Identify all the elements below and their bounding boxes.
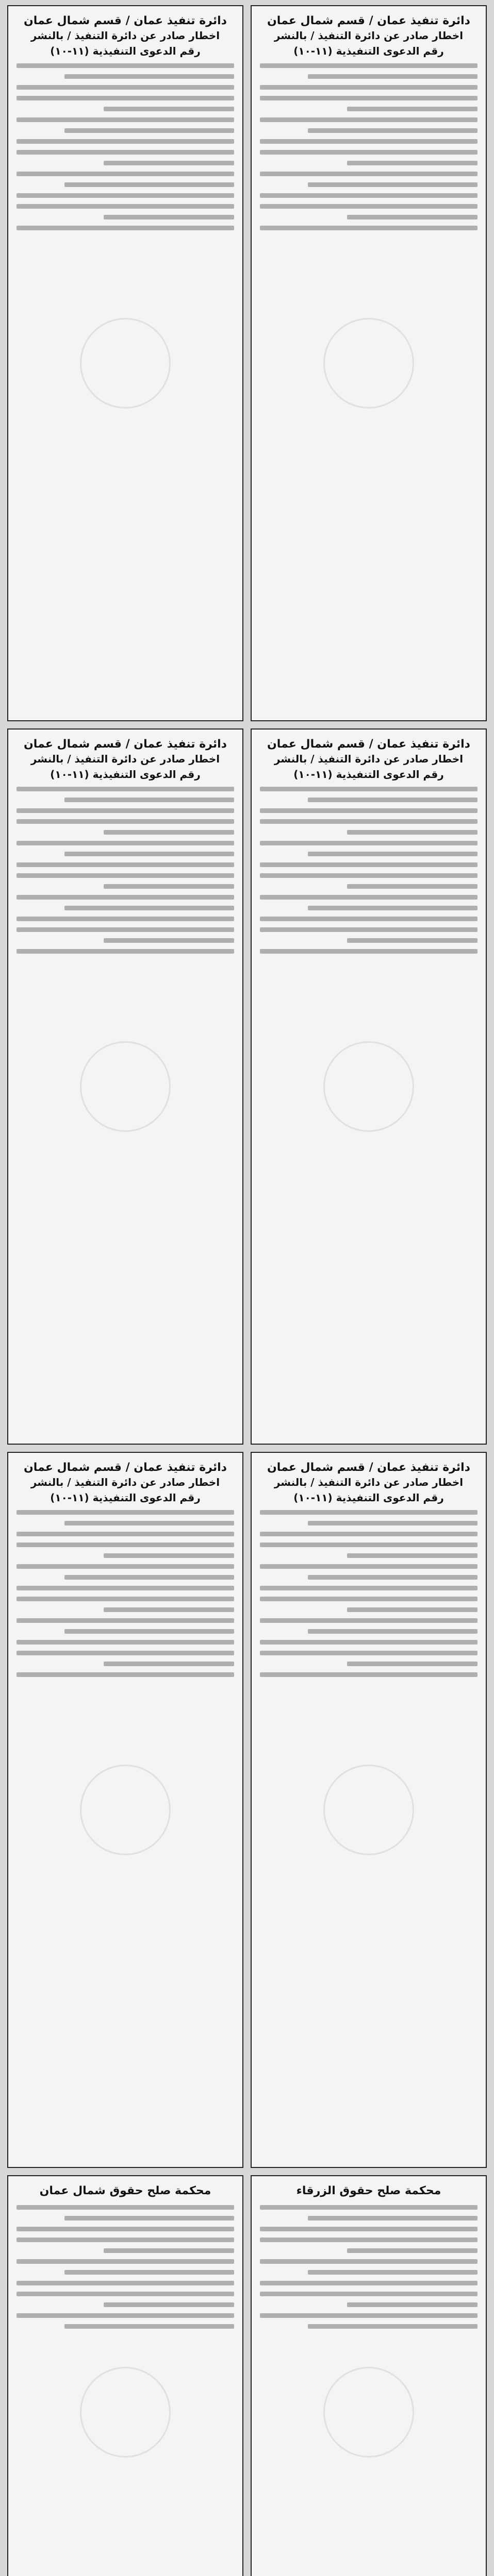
- notice-row: [7, 728, 487, 1445]
- notice: [251, 2175, 487, 2576]
- notice-ref: رقم الدعوى التنفيذية (١١-١٠): [293, 44, 444, 57]
- watermark-seal: [323, 1765, 414, 1855]
- classifieds-page: [7, 5, 487, 2576]
- notice-title: دائرة تنفيذ عمان / قسم شمال عمان: [24, 1461, 227, 1474]
- watermark-seal: [323, 1041, 414, 1132]
- notice-ref: رقم الدعوى التنفيذية (١١-١٠): [293, 1491, 444, 1504]
- notice: [7, 728, 243, 1445]
- notice-subtitle: اخطار صادر عن دائرة التنفيذ / بالنشر: [30, 29, 220, 42]
- notice-subtitle: اخطار صادر عن دائرة التنفيذ / بالنشر: [274, 1476, 464, 1488]
- notice-row: [7, 5, 487, 721]
- watermark-seal: [80, 318, 171, 409]
- notice-body: [17, 787, 234, 954]
- notice-body: [17, 63, 234, 230]
- notice-body: [17, 2205, 234, 2329]
- notice-subtitle: اخطار صادر عن دائرة التنفيذ / بالنشر: [274, 752, 464, 765]
- watermark-seal: [80, 1041, 171, 1132]
- notice-title: دائرة تنفيذ عمان / قسم شمال عمان: [267, 738, 470, 751]
- notice-body: [17, 1510, 234, 1677]
- notice-ref: رقم الدعوى التنفيذية (١١-١٠): [50, 44, 201, 57]
- notice-title: دائرة تنفيذ عمان / قسم شمال عمان: [267, 1461, 470, 1474]
- notice-ref: رقم الدعوى التنفيذية (١١-١٠): [50, 1491, 201, 1504]
- notice-row: [7, 1452, 487, 2168]
- notice-body: [260, 2205, 477, 2329]
- watermark-seal: [80, 1765, 171, 1855]
- watermark-seal: [323, 318, 414, 409]
- notice-subtitle: اخطار صادر عن دائرة التنفيذ / بالنشر: [274, 29, 464, 42]
- notice-title: دائرة تنفيذ عمان / قسم شمال عمان: [24, 14, 227, 27]
- notice: [251, 5, 487, 721]
- notice: [7, 5, 243, 721]
- notice-body: [260, 787, 477, 954]
- notice-title: دائرة تنفيذ عمان / قسم شمال عمان: [24, 738, 227, 751]
- notice-body: [260, 63, 477, 230]
- notice-ref: رقم الدعوى التنفيذية (١١-١٠): [50, 768, 201, 781]
- notice-subtitle: اخطار صادر عن دائرة التنفيذ / بالنشر: [30, 1476, 220, 1488]
- notice-row: [7, 2175, 487, 2576]
- notice: [7, 1452, 243, 2168]
- notice-title: دائرة تنفيذ عمان / قسم شمال عمان: [267, 14, 470, 27]
- notice-body: [260, 1510, 477, 1677]
- notice: [251, 1452, 487, 2168]
- watermark-seal: [323, 2367, 414, 2458]
- notice-subtitle: اخطار صادر عن دائرة التنفيذ / بالنشر: [30, 752, 220, 765]
- notice-title: محكمة صلح حقوق الزرقاء: [296, 2184, 441, 2197]
- notice: [7, 2175, 243, 2576]
- notice: [251, 728, 487, 1445]
- notice-title: محكمة صلح حقوق شمال عمان: [39, 2184, 211, 2197]
- watermark-seal: [80, 2367, 171, 2458]
- notice-ref: رقم الدعوى التنفيذية (١١-١٠): [293, 768, 444, 781]
